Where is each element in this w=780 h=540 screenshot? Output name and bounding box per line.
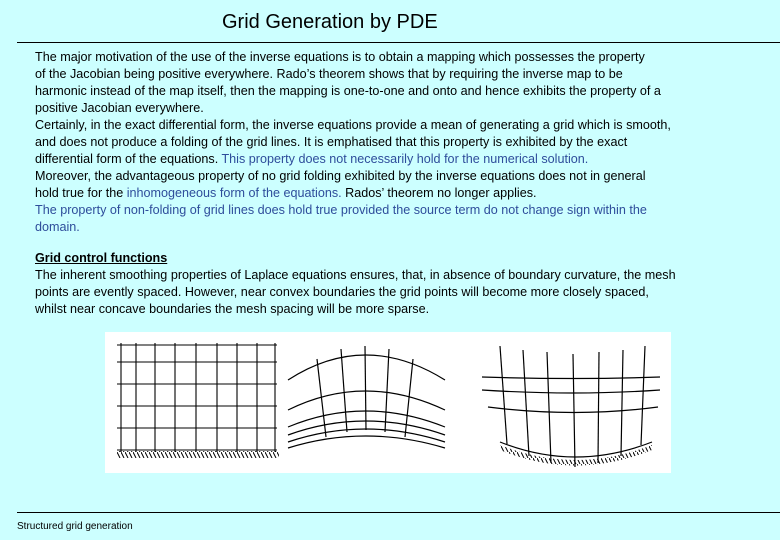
footer-text: Structured grid generation xyxy=(17,521,133,532)
footer-divider xyxy=(17,512,780,513)
highlighted-text: inhomogeneous form of the equations. xyxy=(123,186,342,200)
highlighted-text: This property does not necessarily hold for the numerical solution. xyxy=(218,152,589,166)
paragraph-line xyxy=(35,202,775,219)
paragraph-line xyxy=(35,267,775,284)
paragraph-line xyxy=(35,219,775,236)
paragraph-line xyxy=(35,151,775,168)
grid-diagrams xyxy=(105,332,671,473)
main-paragraph xyxy=(35,49,775,236)
paragraph-line xyxy=(35,284,775,301)
line-text: whilst near concave boundaries the mesh spacing will be more sparse. xyxy=(35,302,430,316)
paragraph-line xyxy=(35,168,775,185)
line-text: The inherent smoothing properties of Laplace equations ensures, that, in absence of boundary curvature, the mesh xyxy=(35,268,676,282)
paragraph-line xyxy=(35,66,775,83)
page-title: Grid Generation by PDE xyxy=(222,11,438,33)
wall-hatching xyxy=(117,451,279,458)
line-text: Certainly, in the exact differential form, the inverse equations provide a mean of generating a grid which is smooth, xyxy=(35,118,671,132)
line-text: and does not produce a folding of the grid lines. It is emphatised that this property is exhibited by the exact xyxy=(35,135,628,149)
line-text: Rados’ theorem no longer applies. xyxy=(341,186,537,200)
line-text: Moreover, the advantageous property of no grid folding exhibited by the inverse equations does not in general xyxy=(35,169,646,183)
paragraph-line xyxy=(35,100,775,117)
line-text: harmonic instead of the map itself, then the mapping is one-to-one and onto and hence exhibits the property of a xyxy=(35,84,661,98)
grid-figure xyxy=(105,332,671,473)
line-text: points are evently spaced. However, near convex boundaries the grid points will become more closely spaced, xyxy=(35,285,649,299)
paragraph-line xyxy=(35,49,775,66)
line-text: The major motivation of the use of the inverse equations is to obtain a mapping which possesses the property xyxy=(35,50,645,64)
paragraph-line xyxy=(35,301,775,318)
line-text: differential form of the equations. xyxy=(35,152,219,166)
paragraph-line xyxy=(35,83,775,100)
convex-grid-diagram xyxy=(288,346,445,448)
paragraph-line xyxy=(35,185,775,202)
line-text: hold true for the xyxy=(35,186,124,200)
title-divider xyxy=(17,42,780,43)
uniform-grid-diagram xyxy=(117,343,277,452)
highlighted-text: domain. xyxy=(35,220,80,234)
highlighted-text: The property of non-folding of grid lines does hold true provided the source term do not change sign within the xyxy=(35,203,647,217)
wall-hatching xyxy=(500,445,652,466)
line-text: of the Jacobian being positive everywhere. Rado’s theorem shows that by requiring the inverse map to be xyxy=(35,67,623,81)
section-heading: Grid control functions xyxy=(35,251,168,265)
line-text: positive Jacobian everywhere. xyxy=(35,101,204,115)
paragraph-line xyxy=(35,117,775,134)
paragraph-line xyxy=(35,134,775,151)
section-paragraph xyxy=(35,267,775,318)
